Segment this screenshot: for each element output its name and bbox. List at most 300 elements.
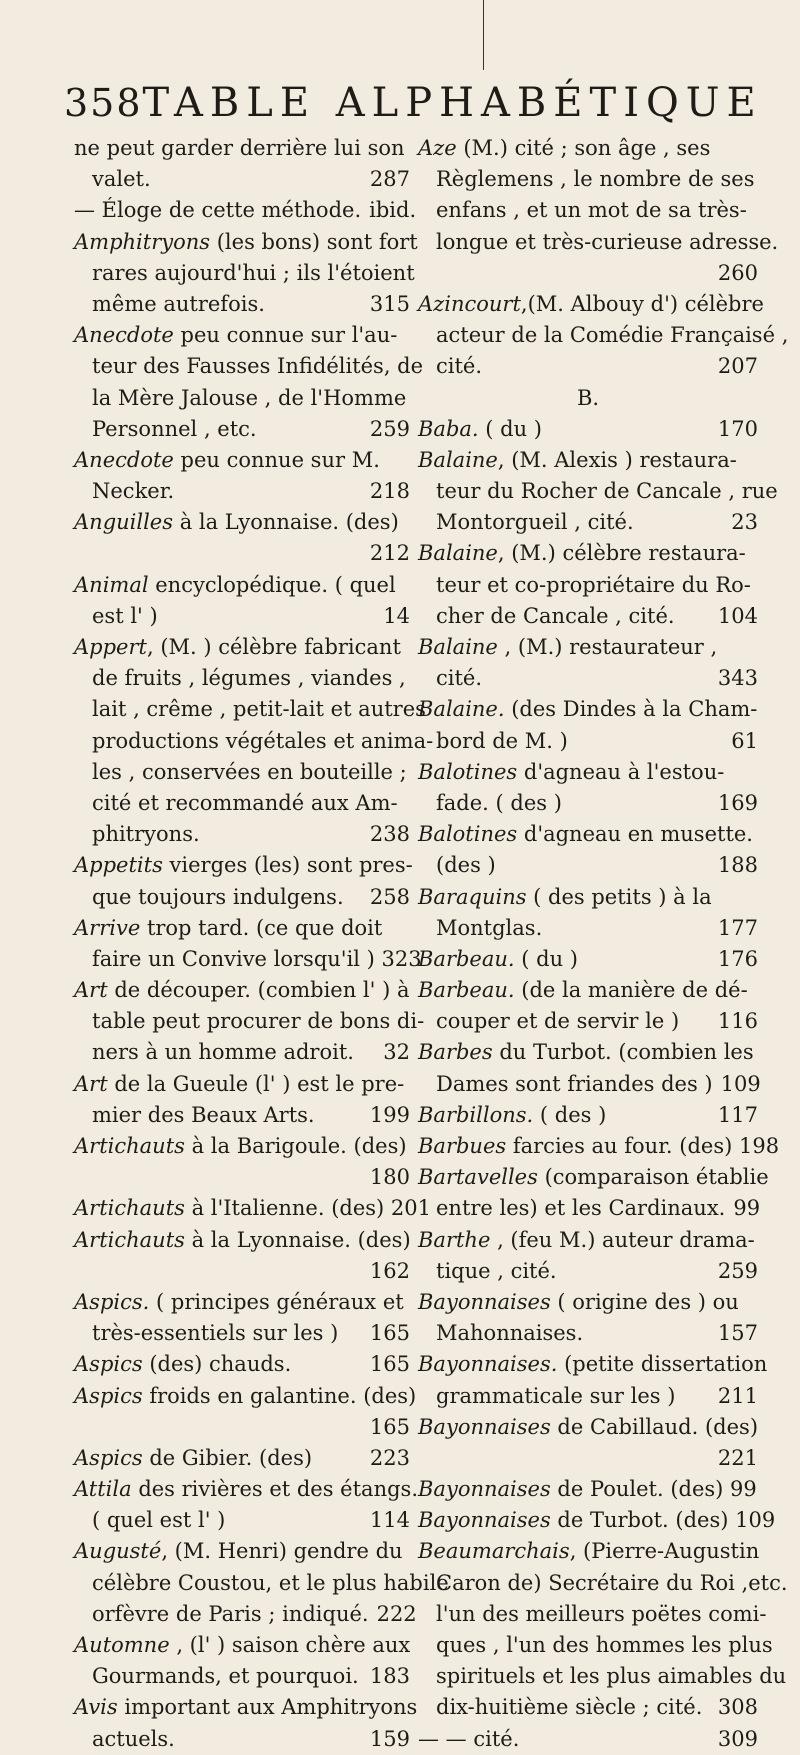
index-entry xyxy=(418,1100,758,1131)
entry-text: Bartavelles (comparaison établie xyxy=(418,1165,769,1190)
index-entry xyxy=(74,1349,410,1380)
entry-headword: Bartavelles xyxy=(418,1165,538,1190)
index-entry xyxy=(74,227,418,321)
entry-headword: Baraquins xyxy=(418,884,527,909)
entry-line xyxy=(74,1256,410,1287)
page-reference: 177 xyxy=(717,915,758,940)
entry-line xyxy=(74,1724,410,1755)
entry-line xyxy=(418,788,758,819)
index-entry xyxy=(418,1287,758,1349)
index-entry xyxy=(418,694,758,756)
entry-text: Balaine, (M. Alexis ) restaura- xyxy=(418,447,737,472)
entry-line xyxy=(418,570,758,601)
entry-text: Bayonnaises. (petite dissertation xyxy=(418,1352,768,1377)
index-entry xyxy=(418,1536,788,1723)
index-entry xyxy=(74,975,425,1069)
entry-line xyxy=(74,788,410,819)
page-number: 358 xyxy=(64,81,143,125)
entry-line xyxy=(418,1037,758,1068)
entry-line xyxy=(74,1193,431,1224)
entry-text: cité. xyxy=(436,666,483,691)
entry-line xyxy=(74,195,417,226)
entry-headword: Balaine xyxy=(418,635,498,659)
entry-text: Appetits vierges (les) sont pres- xyxy=(74,853,413,878)
entry-text: Attila des rivières et des étangs. xyxy=(74,1477,418,1502)
entry-text: Azincourt,(M. Albouy d') célèbre xyxy=(418,291,764,316)
entry-line xyxy=(418,975,758,1006)
index-entry xyxy=(418,757,758,819)
index-entry xyxy=(418,882,758,944)
entry-headword: Balaine. xyxy=(418,697,505,722)
entry-text: bord de M. ) xyxy=(436,728,568,753)
entry-text: Automne , (l' ) saison chère aux xyxy=(74,1633,411,1657)
page-reference: 223 xyxy=(369,1445,410,1470)
entry-line xyxy=(74,1100,410,1131)
entry-line xyxy=(74,694,426,725)
entry-text: Montorgueil , cité. xyxy=(436,510,634,535)
entry-text: couper et de servir le ) xyxy=(436,1009,680,1034)
entry-line xyxy=(74,1162,410,1193)
entry-headword: Aspics. xyxy=(74,1289,150,1314)
entry-text: Balaine. (des Dindes à la Cham- xyxy=(418,697,758,722)
page-reference: 14 xyxy=(383,603,410,628)
entry-text: Balotines d'agneau en musette. xyxy=(418,822,753,847)
page-reference: 199 xyxy=(369,1102,410,1127)
entry-line xyxy=(74,1131,410,1162)
entry-headword: Barbeau. xyxy=(418,946,515,971)
entry-line xyxy=(418,1724,758,1755)
entry-headword: Appert xyxy=(74,635,147,659)
entry-text: Balaine, (M.) célèbre restaura- xyxy=(418,541,746,566)
entry-line xyxy=(418,1256,758,1287)
index-entry xyxy=(74,1536,449,1630)
entry-line xyxy=(74,819,410,850)
page-reference: 259 xyxy=(717,1258,758,1283)
entry-text: Balaine , (M.) restaurateur , xyxy=(418,635,718,659)
page-reference: 159 xyxy=(369,1726,410,1751)
page-reference: 343 xyxy=(717,666,758,691)
entry-text: Barthe , (feu M.) auteur drama- xyxy=(418,1227,755,1252)
page-reference: 157 xyxy=(717,1321,758,1346)
entry-text: ques , l'un des hommes les plus xyxy=(436,1633,773,1657)
entry-headword: Artichauts xyxy=(74,1134,185,1158)
entry-text: — — cité. xyxy=(418,1726,520,1751)
entry-line xyxy=(74,1381,417,1412)
entry-text: orfèvre de Paris ; indiqué. xyxy=(92,1601,369,1626)
entry-headword: Artichauts xyxy=(74,1227,185,1252)
entry-line xyxy=(418,1630,773,1661)
entry-text: mier des Beaux Arts. xyxy=(92,1102,315,1127)
entry-line xyxy=(418,289,764,320)
entry-text: table peut procurer de bons di- xyxy=(92,1009,425,1034)
entry-headword: Anguilles xyxy=(74,510,174,535)
entry-text: Caron de) Secrétaire du Roi ,etc. xyxy=(436,1570,788,1595)
entry-line xyxy=(418,1225,758,1256)
entry-text: teur du Rocher de Cancale , rue xyxy=(436,479,778,504)
entry-line xyxy=(74,320,410,351)
entry-line xyxy=(74,1474,418,1505)
entry-headword: Barthe xyxy=(418,1227,491,1252)
entry-line xyxy=(74,258,415,289)
entry-headword: Art xyxy=(74,978,108,1003)
entry-text: Augusté, (M. Henri) gendre du xyxy=(74,1539,403,1564)
entry-headword: Art xyxy=(74,1071,108,1096)
entry-text: Bayonnaises de Poulet. (des) 99 xyxy=(418,1477,757,1502)
entry-text: Aspics. ( principes généraux et xyxy=(74,1289,404,1314)
page-reference: 114 xyxy=(369,1508,410,1533)
entry-line xyxy=(418,1443,758,1474)
page-reference: 165 xyxy=(369,1414,410,1439)
entry-text: Dames sont friandes des ) xyxy=(436,1071,713,1096)
index-entry xyxy=(418,819,758,881)
entry-headword: Animal xyxy=(74,572,149,597)
entry-line xyxy=(418,1006,758,1037)
entry-headword: Amphitryons xyxy=(74,229,211,254)
entry-text: Anecdote peu connue sur l'au- xyxy=(74,323,398,348)
entry-text: Artichauts à la Lyonnaise. (des) xyxy=(74,1227,411,1252)
entry-line xyxy=(74,1349,410,1380)
entry-text: Artichauts à la Barigoule. (des) xyxy=(74,1134,407,1158)
entry-line xyxy=(74,476,410,507)
entry-line xyxy=(418,1193,761,1224)
page-reference: 165 xyxy=(369,1352,410,1377)
entry-line xyxy=(74,1536,410,1567)
entry-text: cité et recommandé aux Am- xyxy=(92,790,398,815)
entry-text: que toujours indulgens. xyxy=(92,884,344,909)
page-reference: 207 xyxy=(717,354,758,379)
page-reference: 211 xyxy=(717,1383,758,1408)
entry-text: Montglas. xyxy=(436,915,543,940)
entry-headword: Baba. xyxy=(418,416,479,441)
entry-headword: Beaumarchais xyxy=(418,1539,570,1564)
entry-line xyxy=(74,663,410,694)
entry-text: teur des Fausses Infidélités, de xyxy=(92,354,424,379)
entry-line xyxy=(74,1630,410,1661)
entry-text: acteur de la Comédie Françaisé , xyxy=(436,323,789,348)
entry-text: Aspics de Gibier. (des) xyxy=(74,1445,313,1470)
entry-text: Animal encyclopédique. ( quel xyxy=(74,572,396,597)
entry-headword: Arrive xyxy=(74,915,141,940)
entry-text: tique , cité. xyxy=(436,1258,557,1283)
index-entry xyxy=(74,1193,431,1224)
entry-text: spirituels et les plus aimables du xyxy=(436,1664,787,1689)
entry-line xyxy=(74,726,434,757)
entry-line xyxy=(418,694,758,725)
entry-line xyxy=(418,133,758,164)
entry-text: teur et co-propriétaire du Ro- xyxy=(436,572,751,597)
entry-text: Art de découper. (combien l' ) à xyxy=(74,978,410,1003)
entry-text: ne peut garder derrière lui son xyxy=(74,136,405,160)
entry-line xyxy=(74,1661,410,1692)
entry-headword: Balaine xyxy=(418,447,498,472)
entry-text: actuels. xyxy=(92,1726,175,1751)
entry-line xyxy=(74,1225,410,1256)
entry-headword: Azincourt xyxy=(418,291,521,316)
entry-line xyxy=(418,819,758,850)
page-reference: 162 xyxy=(369,1258,410,1283)
index-entry xyxy=(74,1474,418,1536)
entry-text: Barbues farcies au four. (des) 198 xyxy=(418,1134,780,1158)
entry-line xyxy=(74,351,424,382)
entry-text: Necker. xyxy=(92,479,175,504)
entry-line xyxy=(418,1568,788,1599)
index-entry xyxy=(74,1692,418,1754)
page-reference: 61 xyxy=(731,728,758,753)
entry-headword: Bayonnaises xyxy=(418,1508,551,1533)
page-reference: 99 xyxy=(733,1196,761,1221)
entry-line xyxy=(74,383,410,414)
page-reference: 308 xyxy=(717,1695,758,1720)
entry-text: Appert, (M. ) célèbre fabricant xyxy=(74,635,401,659)
index-entry xyxy=(74,1069,410,1131)
entry-line xyxy=(74,913,410,944)
entry-line xyxy=(418,882,758,913)
index-entry xyxy=(74,1287,410,1349)
entry-line xyxy=(418,164,758,195)
index-entry xyxy=(74,445,410,507)
entry-text: Bayonnaises ( origine des ) ou xyxy=(418,1289,739,1314)
entry-text: Personnel , etc. xyxy=(92,416,257,441)
entry-text: grammaticale sur les ) xyxy=(436,1383,676,1408)
entry-line xyxy=(418,1505,776,1536)
entry-line xyxy=(74,1692,418,1723)
entry-text: Baraquins ( des petits ) à la xyxy=(418,884,712,909)
entry-text: célèbre Coustou, et le plus habile xyxy=(92,1570,449,1595)
entry-text: la Mère Jalouse , de l'Homme xyxy=(92,385,407,410)
entry-line xyxy=(418,1069,761,1100)
entry-text: faire un Convive lorsqu'il ) 323 xyxy=(92,946,422,971)
entry-headword: Barbes xyxy=(418,1040,493,1065)
entry-text: lait , crême , petit-lait et autres xyxy=(92,697,426,722)
entry-line xyxy=(418,351,758,382)
index-entry xyxy=(418,1412,758,1474)
entry-text: — Éloge de cette méthode. xyxy=(74,198,362,223)
entry-line xyxy=(418,757,758,788)
entry-line xyxy=(418,538,758,569)
entry-line xyxy=(418,601,758,632)
index-entry xyxy=(418,1349,768,1411)
entry-text: Barbeau. ( du ) xyxy=(418,946,578,971)
index-entry xyxy=(418,944,758,975)
entry-line xyxy=(74,1006,425,1037)
running-title: TABLE ALPHABÉTIQUE xyxy=(142,80,763,126)
page-reference: 258 xyxy=(369,884,410,909)
page-reference: 169 xyxy=(717,790,758,815)
page-reference: 183 xyxy=(369,1664,410,1689)
entry-line xyxy=(418,1599,767,1630)
page-reference: 117 xyxy=(717,1102,758,1127)
entry-text: Règlemens , le nombre de ses xyxy=(436,167,755,192)
entry-line xyxy=(418,476,778,507)
entry-text: Aspics (des) chauds. xyxy=(74,1352,292,1377)
entry-line xyxy=(74,975,410,1006)
index-entry xyxy=(74,1131,410,1193)
entry-text: Balotines d'agneau à l'estou- xyxy=(418,759,725,784)
index-entry xyxy=(418,975,758,1037)
entry-text: Anecdote peu connue sur M. xyxy=(74,447,380,472)
page-reference: 176 xyxy=(717,946,758,971)
index-entry xyxy=(74,1630,410,1692)
entry-headword: Anecdote xyxy=(74,447,174,472)
entry-text: même autrefois. xyxy=(92,291,265,316)
entry-line xyxy=(74,1318,410,1349)
entry-text: (des ) xyxy=(436,853,496,878)
index-entry xyxy=(74,1225,410,1287)
entry-line xyxy=(418,320,789,351)
page-reference: 259 xyxy=(369,416,410,441)
page-reference: 315 xyxy=(369,291,410,316)
entry-line xyxy=(418,1381,758,1412)
entry-headword: Bayonnaises xyxy=(418,1289,551,1314)
index-entry xyxy=(418,1474,758,1505)
entry-line xyxy=(418,1412,758,1443)
entry-text: Bayonnaises de Cabillaud. (des) xyxy=(418,1414,759,1439)
entry-headword: Automne xyxy=(74,1633,170,1657)
entry-line xyxy=(74,133,410,164)
entry-line xyxy=(74,882,410,913)
entry-line xyxy=(418,850,758,881)
entry-text: entre les) et les Cardinaux. xyxy=(436,1196,726,1221)
entry-headword: Bayonnaises. xyxy=(418,1352,558,1377)
entry-text: valet. xyxy=(92,167,151,192)
entry-line xyxy=(418,632,758,663)
index-entry xyxy=(418,1724,758,1755)
entry-text: Mahonnaises. xyxy=(436,1321,584,1346)
entry-line xyxy=(418,445,758,476)
entry-line xyxy=(74,1412,410,1443)
entry-line xyxy=(418,913,758,944)
entry-headword: Appetits xyxy=(74,853,163,878)
entry-line xyxy=(418,227,779,258)
page-reference: 222 xyxy=(376,1601,417,1626)
entry-line xyxy=(418,1318,758,1349)
entry-line xyxy=(74,757,410,788)
entry-line xyxy=(74,538,410,569)
entry-text: Arrive trop tard. (ce que doit xyxy=(74,915,383,940)
entry-headword: Attila xyxy=(74,1477,132,1502)
entry-line xyxy=(74,632,410,663)
entry-text: l'un des meilleurs poëtes comi- xyxy=(436,1601,767,1626)
page-reference: 221 xyxy=(717,1445,758,1470)
entry-text: les , conservées en bouteille ; xyxy=(92,759,407,784)
index-entry xyxy=(418,1162,769,1224)
entry-text: longue et très-curieuse adresse. xyxy=(436,229,779,254)
entry-text: fade. ( des ) xyxy=(436,790,562,815)
index-entry xyxy=(418,289,789,383)
index-entry xyxy=(418,538,758,632)
entry-line xyxy=(74,1443,410,1474)
entry-text: est l' ) xyxy=(92,603,158,628)
entry-line xyxy=(418,726,758,757)
entry-line xyxy=(418,944,758,975)
entry-headword: Aspics xyxy=(74,1383,143,1408)
index-entry xyxy=(74,1381,417,1443)
index-entry xyxy=(418,1037,761,1099)
page-header xyxy=(64,80,763,132)
entry-headword: Bayonnaises xyxy=(418,1414,551,1439)
entry-line xyxy=(418,195,758,226)
entry-line xyxy=(74,850,413,881)
entry-line xyxy=(418,258,758,289)
entry-line xyxy=(74,1568,449,1599)
index-entry xyxy=(74,632,434,850)
index-entry xyxy=(418,414,758,445)
entry-line xyxy=(418,1474,758,1505)
entry-line xyxy=(418,1131,780,1162)
index-entry xyxy=(418,445,778,539)
page-reference: 170 xyxy=(717,416,758,441)
entry-line xyxy=(74,164,410,195)
entry-line xyxy=(418,1661,787,1692)
entry-text: Baba. ( du ) xyxy=(418,416,542,441)
entry-headword: Barbillons. xyxy=(418,1102,534,1127)
entry-line xyxy=(74,1069,410,1100)
entry-line xyxy=(74,1505,410,1536)
entry-headword: Bayonnaises xyxy=(418,1477,551,1502)
entry-line xyxy=(74,289,410,320)
index-entry xyxy=(74,133,410,195)
entry-headword: Aspics xyxy=(74,1352,143,1377)
entry-line xyxy=(74,1599,417,1630)
entry-text: Barbeau. (de la manière de dé- xyxy=(418,978,748,1003)
entry-text: ( quel est l' ) xyxy=(92,1508,226,1533)
index-entry xyxy=(418,1225,758,1287)
page-reference: 32 xyxy=(383,1040,410,1065)
page-reference: 218 xyxy=(369,479,410,504)
entry-line xyxy=(74,570,410,601)
entry-text: Barbes du Turbot. (combien les xyxy=(418,1040,754,1065)
entry-line xyxy=(418,1162,769,1193)
page-reference: 212 xyxy=(369,541,410,566)
page-reference: 287 xyxy=(369,167,410,192)
entry-text: dix-huitième siècle ; cité. xyxy=(436,1695,703,1720)
page-reference: 165 xyxy=(369,1321,410,1346)
page-reference: 109 xyxy=(720,1071,761,1096)
index-entry xyxy=(74,1443,410,1474)
entry-line xyxy=(74,944,422,975)
entry-line xyxy=(74,507,410,538)
index-entry xyxy=(74,507,410,569)
entry-headword: Barbeau. xyxy=(418,978,515,1003)
entry-text: cité. xyxy=(436,354,483,379)
page-reference: 23 xyxy=(731,510,758,535)
entry-headword: Aze xyxy=(418,136,457,160)
page-reference: ibid. xyxy=(369,198,417,223)
entry-text: rares aujourd'hui ; ils l'étoient xyxy=(92,260,415,285)
entry-text: Art de la Gueule (l' ) est le pre- xyxy=(74,1071,405,1096)
entry-text: Aze (M.) cité ; son âge , ses xyxy=(418,136,711,160)
page-reference: 188 xyxy=(717,853,758,878)
entry-headword: Artichauts xyxy=(74,1196,185,1221)
entry-line xyxy=(74,445,410,476)
entry-text: Amphitryons (les bons) sont fort xyxy=(74,229,418,254)
entry-headword: Aspics xyxy=(74,1445,143,1470)
entry-line xyxy=(74,414,410,445)
index-entry xyxy=(74,195,417,226)
entry-text: Bayonnaises de Turbot. (des) 109 xyxy=(418,1508,776,1533)
entry-line xyxy=(74,1037,410,1068)
entry-text: Beaumarchais, (Pierre-Augustin xyxy=(418,1539,760,1564)
index-entry xyxy=(74,850,413,912)
index-entry xyxy=(418,133,779,289)
entry-line xyxy=(418,507,758,538)
entry-line xyxy=(74,1287,410,1318)
entry-text: de fruits , légumes , viandes , xyxy=(92,666,406,691)
entry-text: Gourmands, et pourquoi. xyxy=(92,1664,359,1689)
entry-text: Artichauts à l'Italienne. (des) 201 xyxy=(74,1196,431,1221)
page-reference: 238 xyxy=(369,822,410,847)
entry-line xyxy=(418,1287,758,1318)
